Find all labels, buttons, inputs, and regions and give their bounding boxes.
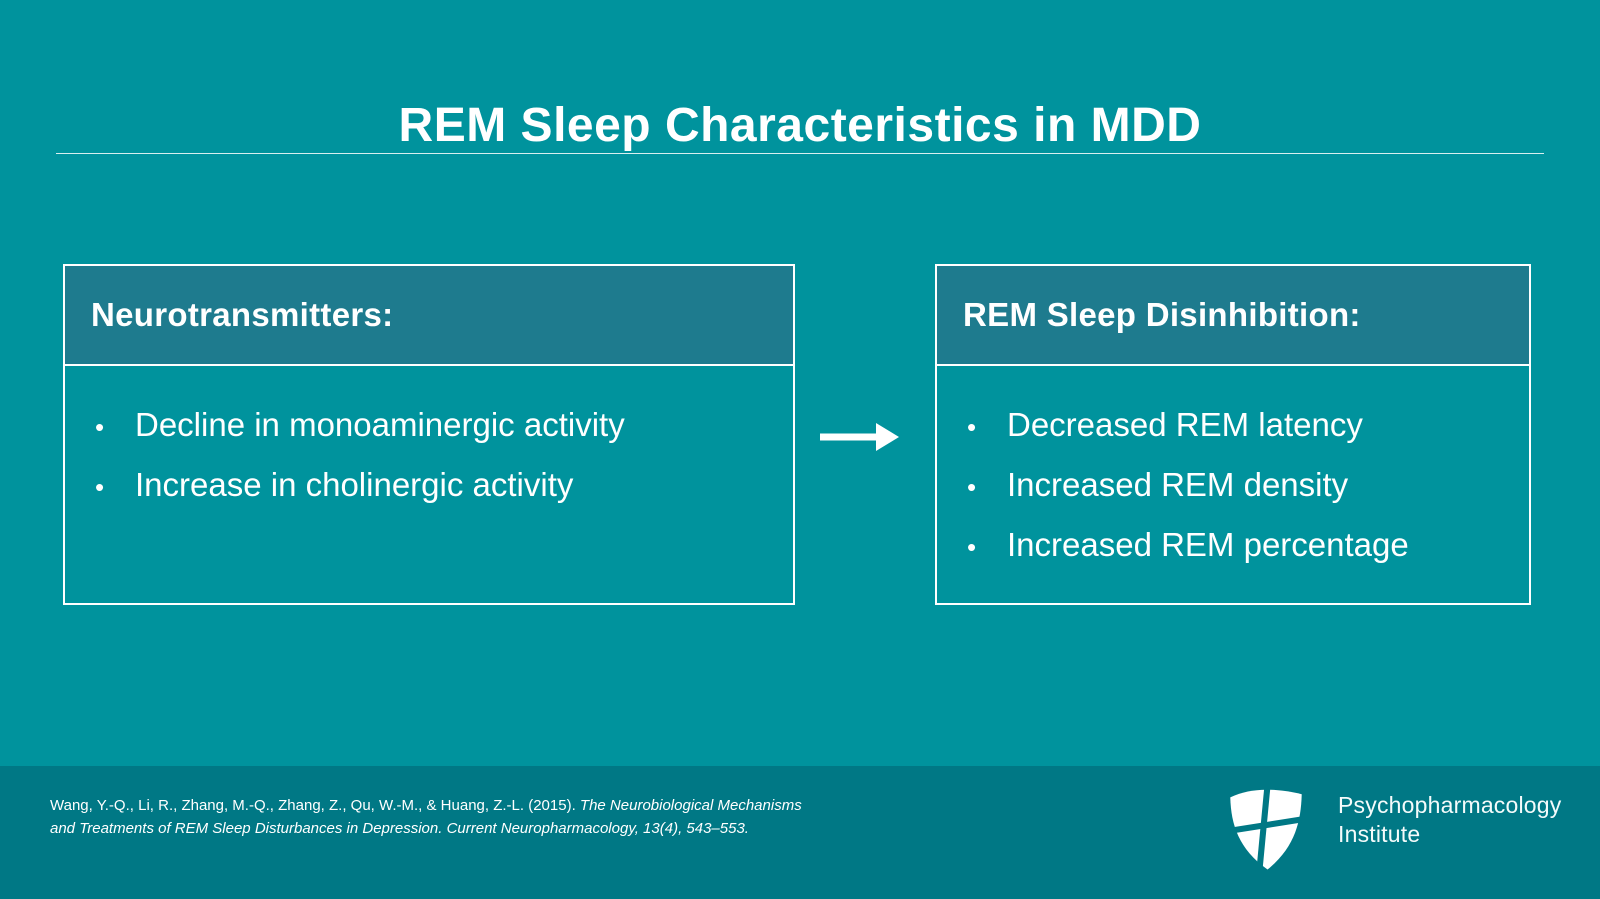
citation-title-part2: and Treatments of REM Sleep Disturbances in Depression. Current Neuropharmacology, 13(4), 543–553. xyxy=(50,820,749,837)
logo-text-line1: Psychopharmacology xyxy=(1338,792,1562,818)
bullet-text: Decline in monoaminergic activity xyxy=(135,406,625,443)
bullet-text: Increased REM percentage xyxy=(1007,526,1409,563)
psychopharmacology-institute-logo xyxy=(1228,788,1562,872)
page-title: REM Sleep Characteristics in MDD xyxy=(398,99,1202,153)
bullet-icon: • xyxy=(967,532,977,562)
bullet-text: Increase in cholinergic activity xyxy=(135,466,574,503)
citation-line-2 xyxy=(50,817,802,840)
rem-sleep-disinhibition-box-header xyxy=(937,266,1529,366)
list-item xyxy=(967,456,1511,516)
shield-cross-icon xyxy=(1228,788,1304,872)
logo-text xyxy=(1338,788,1562,849)
citation-authors: Wang, Y.-Q., Li, R., Zhang, M.-Q., Zhang, Z., Qu, W.-M., & Huang, Z.-L. (2015). xyxy=(50,797,580,814)
list-item xyxy=(95,456,775,516)
citation xyxy=(50,794,802,840)
bullet-icon: • xyxy=(967,472,977,502)
neurotransmitters-box-title: Neurotransmitters: xyxy=(91,296,394,333)
neurotransmitters-box xyxy=(63,264,795,605)
logo-text-line2: Institute xyxy=(1338,821,1421,847)
rem-sleep-disinhibition-box-title: REM Sleep Disinhibition: xyxy=(963,296,1361,333)
list-item xyxy=(967,516,1511,576)
bullet-text: Increased REM density xyxy=(1007,466,1349,503)
rem-sleep-disinhibition-box-body xyxy=(937,366,1529,576)
neurotransmitters-box-body xyxy=(65,366,793,516)
bullet-icon: • xyxy=(95,412,105,442)
footer-band xyxy=(0,766,1600,899)
list-item xyxy=(95,396,775,456)
bullet-icon: • xyxy=(967,412,977,442)
rem-sleep-disinhibition-box xyxy=(935,264,1531,605)
list-item xyxy=(967,396,1511,456)
title-divider xyxy=(56,153,1544,154)
right-arrow-icon xyxy=(820,419,900,455)
citation-line-1 xyxy=(50,794,802,817)
bullet-icon: • xyxy=(95,472,105,502)
citation-title-part1: The Neurobiological Mechanisms xyxy=(579,797,802,814)
neurotransmitters-box-header xyxy=(65,266,793,366)
bullet-text: Decreased REM latency xyxy=(1007,406,1363,443)
